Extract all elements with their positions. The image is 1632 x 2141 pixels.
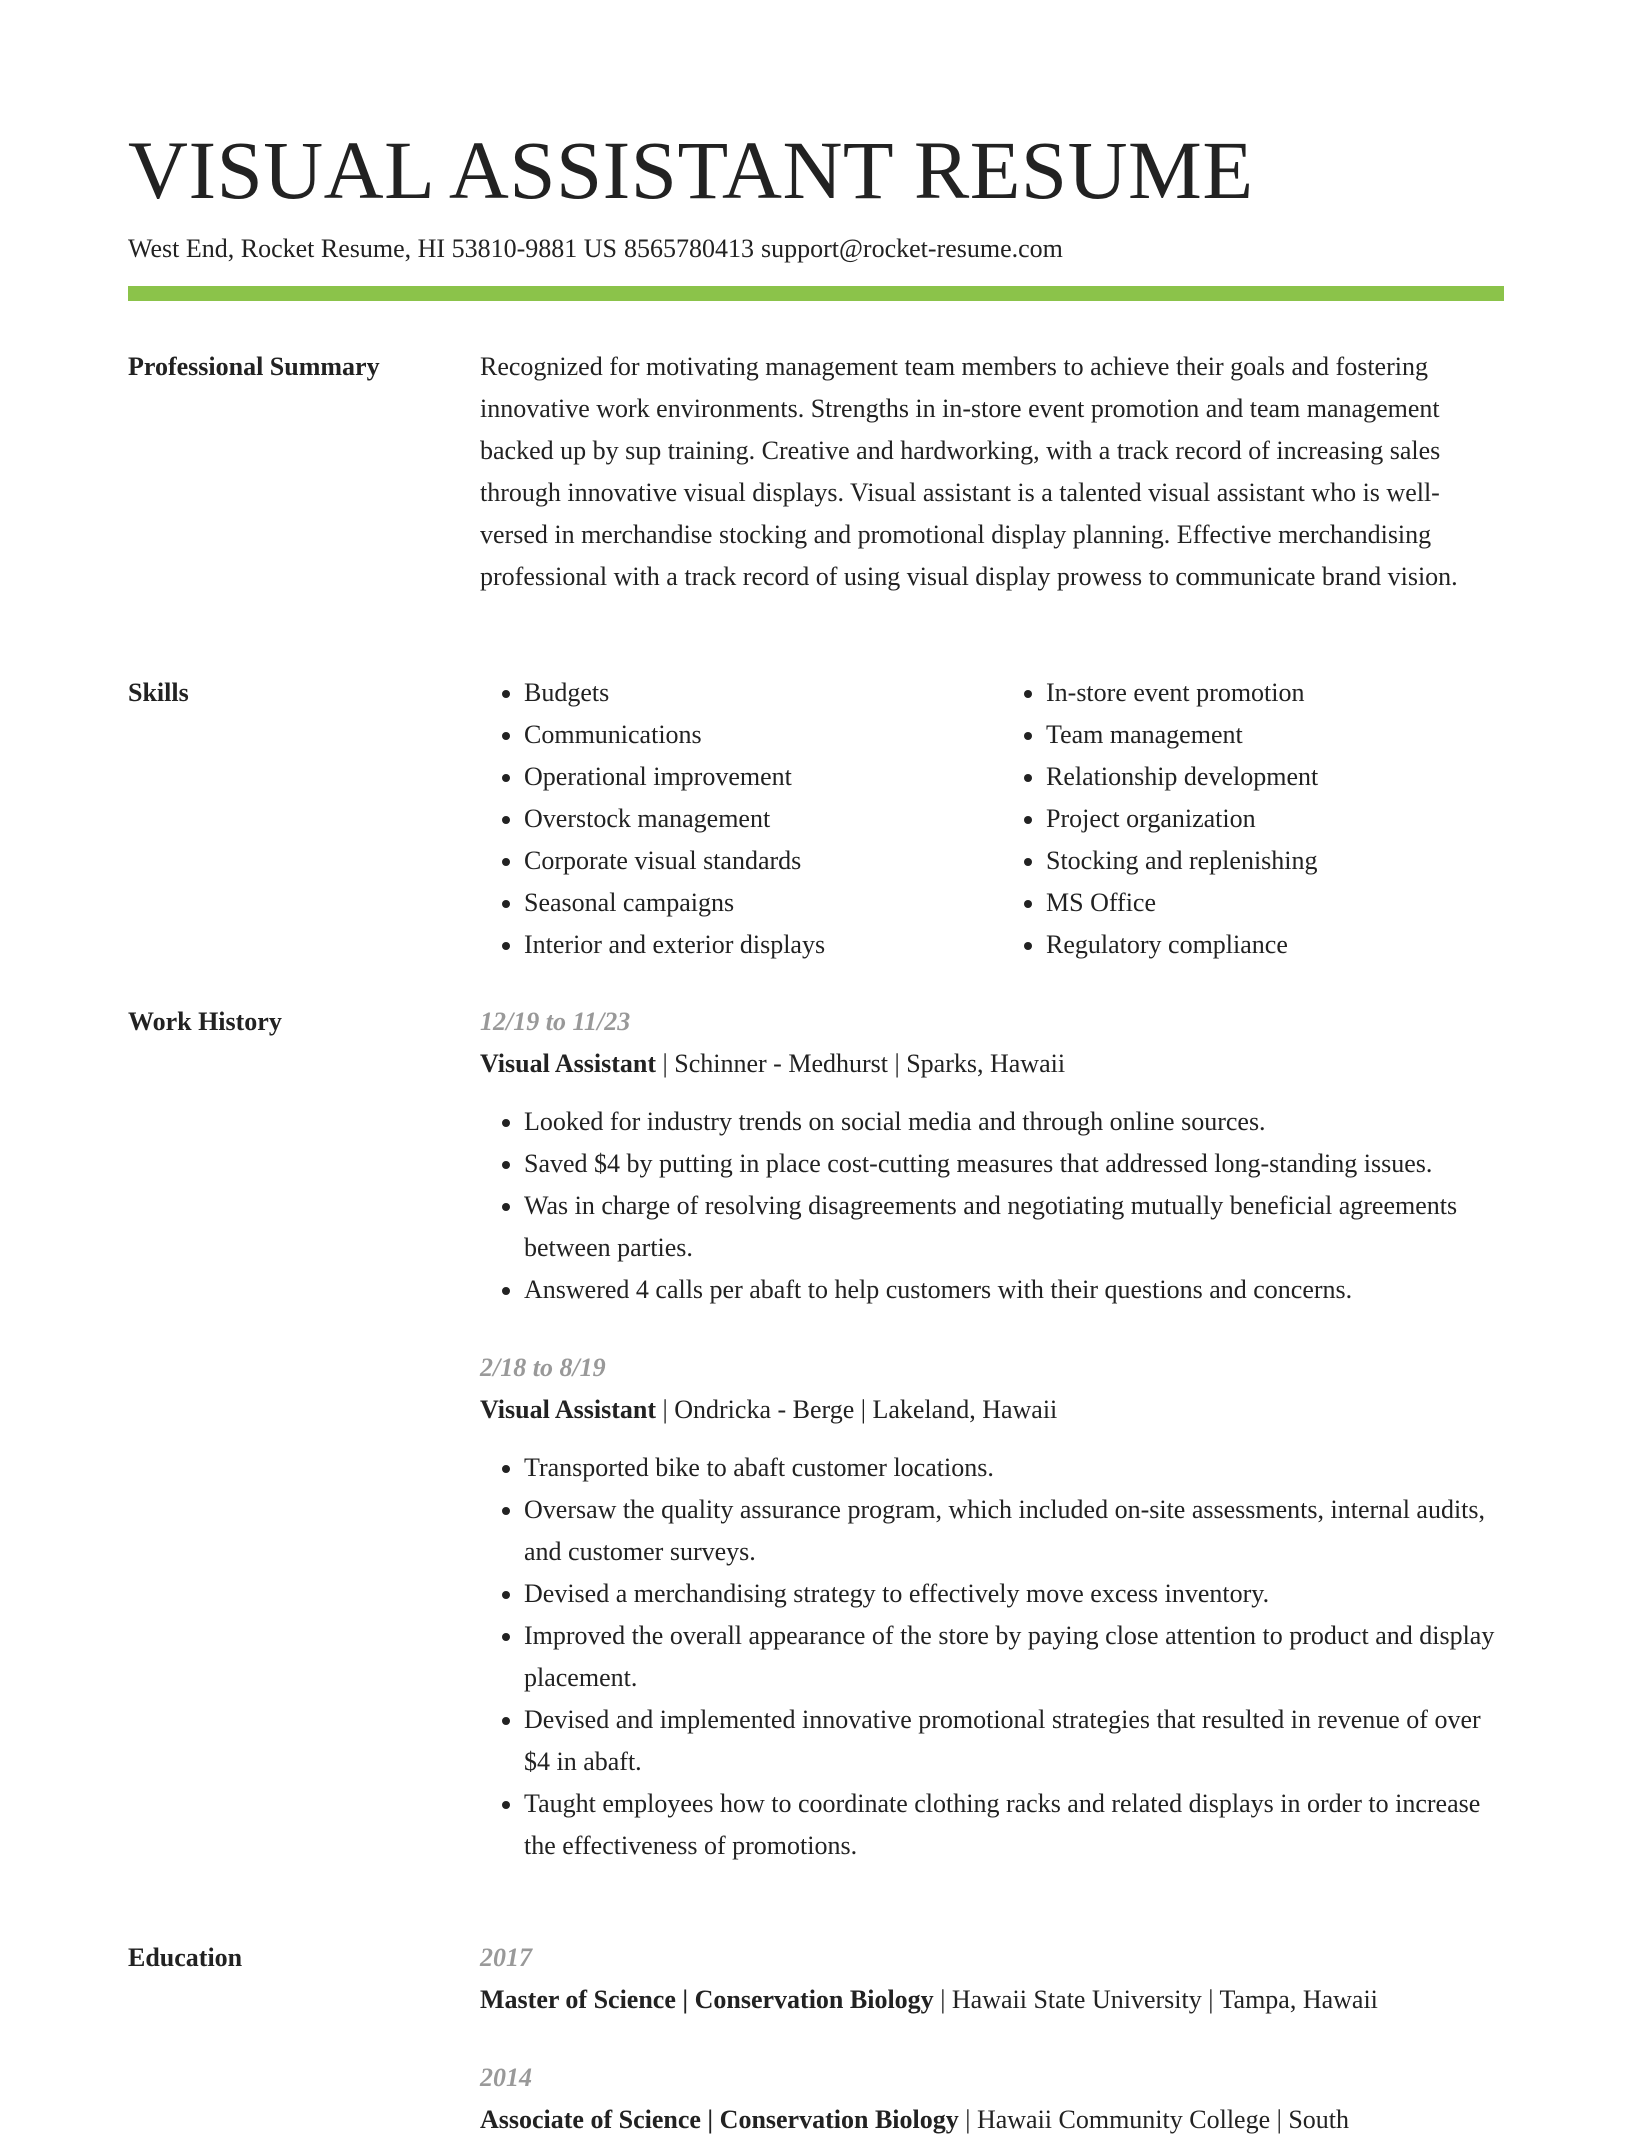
- job-title: Visual Assistant: [480, 1049, 657, 1078]
- skill-item: • Operational improvement: [524, 756, 982, 798]
- skills-heading: Skills: [128, 678, 189, 707]
- education-entry: [480, 1937, 1504, 2021]
- contact-phone: 8565780413: [623, 234, 754, 263]
- job-entry: [480, 1347, 1504, 1867]
- education-heading-line: [480, 1979, 1504, 2021]
- work-heading: Work History: [128, 1007, 282, 1036]
- job-bullets: [480, 1447, 1504, 1867]
- job-bullet: • Looked for industry trends on social media and through online sources.: [524, 1101, 1504, 1143]
- education-year: 2017: [480, 1943, 532, 1972]
- job-bullet: • Devised a merchandising strategy to effectively move excess inventory.: [524, 1573, 1504, 1615]
- contact-address: West End, Rocket Resume, HI 53810-9881 US: [128, 234, 617, 263]
- job-entry: [480, 1001, 1504, 1311]
- summary-body: [480, 346, 1504, 598]
- education-degree: Associate of Science | Conservation Biology: [480, 2105, 959, 2134]
- resume-title: VISUAL ASSISTANT RESUME: [128, 124, 1254, 216]
- education-year: 2014: [480, 2063, 532, 2092]
- skill-item: • Seasonal campaigns: [524, 882, 982, 924]
- contact-email: support@rocket-resume.com: [760, 234, 1063, 263]
- education-entry: [480, 2057, 1504, 2141]
- job-bullet: • Improved the overall appearance of the store by paying close attention to product and display placement.: [524, 1615, 1504, 1699]
- job-bullet: • Oversaw the quality assurance program, which included on-site assessments, internal audits, and customer surveys.: [524, 1489, 1504, 1573]
- job-heading: [480, 1389, 1504, 1431]
- skill-item: • Stocking and replenishing: [1046, 840, 1504, 882]
- job-bullets: [480, 1101, 1504, 1311]
- job-heading: [480, 1043, 1504, 1085]
- summary-heading: Professional Summary: [128, 352, 380, 381]
- education-degree: Master of Science | Conservation Biology: [480, 1985, 934, 2014]
- skill-item: • Relationship development: [1046, 756, 1504, 798]
- job-bullet: • Taught employees how to coordinate clothing racks and related displays in order to increase the effectiveness of promotions.: [524, 1783, 1504, 1867]
- skill-item: • Project organization: [1046, 798, 1504, 840]
- skill-item: • Overstock management: [524, 798, 982, 840]
- skill-item: • Communications: [524, 714, 982, 756]
- skill-item: • In-store event promotion: [1046, 672, 1504, 714]
- education-school: | Hawaii State University | Tampa, Hawaii: [933, 1985, 1378, 2014]
- contact-line: [128, 232, 1063, 266]
- skill-item: • Team management: [1046, 714, 1504, 756]
- job-title: Visual Assistant: [480, 1395, 657, 1424]
- job-bullet: • Transported bike to abaft customer locations.: [524, 1447, 1504, 1489]
- skill-item: • Budgets: [524, 672, 982, 714]
- job-dates: 12/19 to 11/23: [480, 1007, 631, 1036]
- skill-item: • MS Office: [1046, 882, 1504, 924]
- header-divider: [128, 286, 1504, 301]
- skill-item: • Regulatory compliance: [1046, 924, 1504, 966]
- summary-text: Recognized for motivating management team members to achieve their goals and fostering innovative work environments. Strengths in in-store event promotion and team management backed up by sup training. Creative and hardworking, with a track record of increasing sales through innovative visual displays. Visual assistant is a talented visual assistant who is well-versed in merchandise stocking and promotional display planning. Effective merchandising professional with a track record of using visual display prowess to communicate brand vision.: [480, 352, 1458, 591]
- job-dates: 2/18 to 8/19: [480, 1353, 606, 1382]
- skills-body: [480, 672, 1504, 966]
- job-bullet: • Was in charge of resolving disagreements and negotiating mutually beneficial agreements between parties.: [524, 1185, 1504, 1269]
- job-employer: | Ondricka - Berge | Lakeland, Hawaii: [656, 1395, 1058, 1424]
- skill-item: • Interior and exterior displays: [524, 924, 982, 966]
- job-employer: | Schinner - Medhurst | Sparks, Hawaii: [656, 1049, 1066, 1078]
- education-heading: Education: [128, 1943, 243, 1972]
- job-bullet: • Devised and implemented innovative promotional strategies that resulted in revenue of over $4 in abaft.: [524, 1699, 1504, 1783]
- education-heading-line: [480, 2099, 1504, 2141]
- job-bullet: • Saved $4 by putting in place cost-cutting measures that addressed long-standing issues.: [524, 1143, 1504, 1185]
- education-body: [480, 1937, 1504, 2141]
- work-body: [480, 1001, 1504, 1867]
- skills-list-right: [1002, 672, 1504, 966]
- skill-item: • Corporate visual standards: [524, 840, 982, 882]
- skills-list-left: [480, 672, 982, 966]
- job-bullet: • Answered 4 calls per abaft to help customers with their questions and concerns.: [524, 1269, 1504, 1311]
- education-school: | Hawaii Community College | South: [958, 2105, 1350, 2134]
